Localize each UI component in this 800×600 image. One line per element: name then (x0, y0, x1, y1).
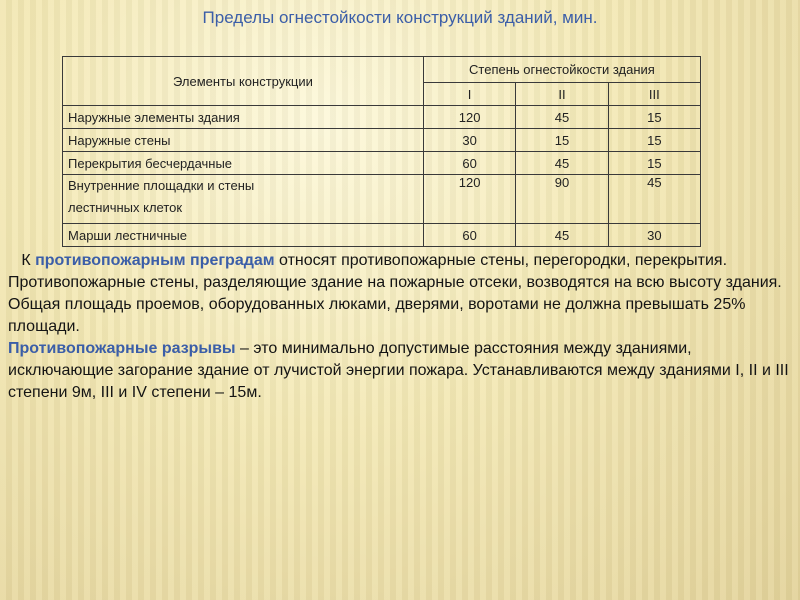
table-row (63, 129, 701, 152)
table-row (63, 152, 701, 175)
cell-value: 45 (516, 152, 608, 175)
body-text (8, 250, 794, 404)
cell-value: 120 (423, 106, 515, 129)
p1-rest: относят противопожарные стены, перегородки, перекрытия. Противопожарные стены, разделяющие здание на пожарные отсеки, возводятся на всю высоту здания. Общая площадь проемов, оборудованных люками, дверями, воротами не должна превышать 25% площади. (8, 252, 782, 335)
table-row (63, 224, 701, 247)
table-row (63, 106, 701, 129)
cell-value: 45 (516, 224, 608, 247)
row-name: Марши лестничные (63, 224, 424, 247)
table-header-row (63, 57, 701, 83)
cell-value: 15 (608, 106, 700, 129)
degree-ii: II (516, 83, 608, 106)
row-name: Перекрытия бесчердачные (63, 152, 424, 175)
degree-i: I (423, 83, 515, 106)
degree-iii: III (608, 83, 700, 106)
cell-value: 90 (516, 175, 608, 224)
cell-value: 45 (516, 106, 608, 129)
header-degree: Степень огнестойкости здания (423, 57, 700, 83)
cell-value: 120 (423, 175, 515, 224)
row-name: Наружные стены (63, 129, 424, 152)
cell-value: 15 (608, 129, 700, 152)
slide-title: Пределы огнестойкости конструкций зданий, мин. (202, 8, 598, 27)
p1-lead: К (21, 252, 36, 269)
cell-value: 60 (423, 224, 515, 247)
cell-value: 30 (608, 224, 700, 247)
cell-value: 60 (423, 152, 515, 175)
row-name-line1: Внутренние площадки и стены (68, 178, 255, 193)
row-name (63, 175, 424, 224)
header-elements: Элементы конструкции (63, 57, 424, 106)
term-fire-barriers: противопожарным преградам (35, 252, 275, 269)
cell-value: 15 (608, 152, 700, 175)
table-row (63, 175, 701, 224)
p2-rest: – это минимально допустимые расстояния между зданиями, исключающие загорание здание от лучистой энергии пожара. Устанавливаются между зданиями I, II и III степени 9м, III и IV степени – 15м. (8, 340, 789, 401)
term-fire-breaks: Противопожарные разрывы (8, 340, 236, 357)
row-name-line2: лестничных клеток (68, 200, 183, 215)
cell-value: 45 (608, 175, 700, 224)
cell-value: 15 (516, 129, 608, 152)
cell-value: 30 (423, 129, 515, 152)
fire-resistance-table (62, 56, 701, 247)
row-name: Наружные элементы здания (63, 106, 424, 129)
